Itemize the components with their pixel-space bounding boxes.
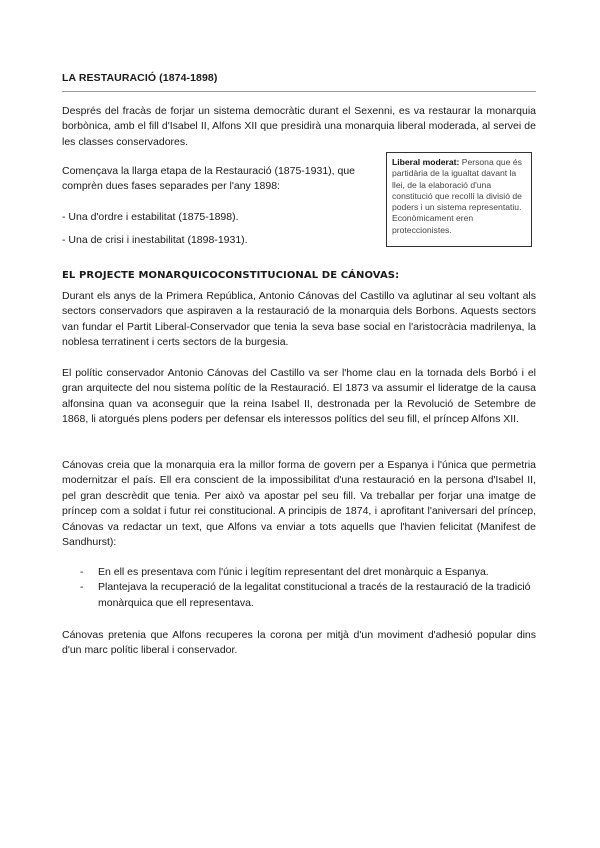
intro-paragraph: Després del fracàs de forjar un sistema democràtic durant el Sexenni, es va restaurar la monarquia borbònica, amb el fill d'Isabel II, Alfons XII que presidirà una monarquia liberal moderada, al servei de les classes conservadores. xyxy=(62,105,536,148)
paragraph-3: Cánovas creia que la monarquia era la millor forma de govern per a Espanya i l'única que permetria modernitzar el país. Ell era conscient de la impossibilitat d'una restauració en la persona d'Isabel II, pel gran descrèdit que tenia. Per això va apostar pel seu fill. Va treballar per forjar una imatge de príncep com a soldat i futur rei constitucional. A principis de 1874, i aprofitant l'aniversari del príncep, Cánovas va redactar un text, que Alfons va enviar a tots aquells que l'havien felicitat (Manifest de Sandhurst): xyxy=(62,459,536,549)
closing-paragraph: Cánovas pretenia que Alfons recuperes la corona per mitjà d'un moviment d'adhesió popular dins d'un marc polític liberal i conservador. xyxy=(62,629,536,657)
title-divider xyxy=(62,91,536,92)
phase-1-item: - Una d'ordre i estabilitat (1875-1898). xyxy=(62,211,239,223)
definition-term: Liberal moderat: xyxy=(392,157,460,167)
bullet-text: En ell es presentava com l'únic i legítim representant del dret monàrquic a Espanya. xyxy=(98,566,489,578)
section-heading: EL PROJECTE MONARQUICOCONSTITUCIONAL DE CÁNOVAS: xyxy=(62,270,400,281)
bullet-marker: - xyxy=(80,566,84,578)
list-item xyxy=(62,580,536,611)
paragraph-2: El polític conservador Antonio Cánovas del Castillo va ser l'home clau en la tornada dels Borbó i el gran arquitecte del nou sistema polític de la Restauració. El 1873 va assumir el lideratge de la causa alfonsina quan va aconseguir que la reina Isabel II, destronada per la Revolució de Setembre de 1868, li atorgués plens poders per defensar els interessos polítics del seu fill, el príncep Alfons XII. xyxy=(62,367,536,426)
list-item xyxy=(62,565,536,580)
definition-text: Persona que és partidària de la igualtat davant la llei, de la elaboració d'una constitució que recollí la divisió de poders i un sistema representatiu. Econòmicament eren proteccionistes. xyxy=(392,157,522,235)
bullet-marker: - xyxy=(80,581,84,594)
phases-intro-paragraph: Començava la llarga etapa de la Restauració (1875-1931), que comprèn dues fases separades per l'any 1898: xyxy=(62,165,356,193)
definition-box xyxy=(386,152,532,247)
paragraph-1: Durant els anys de la Primera República, Antonio Cánovas del Castillo va aglutinar al seu voltant als sectors conservadors que aspiraven a la restauració de la monarquia dels Borbons. Aquests sectors van fundar el Partit Liberal-Conservador que tenia la seva base social en l'aristocràcia madrilenya, la noblesa terratinent i certs sectors de la burgesia. xyxy=(62,290,536,349)
bullet-text: Plantejava la recuperació de la legalitat constitucional a tracés de la restauració de la tradició monàrquica que ell representava. xyxy=(98,581,531,609)
manifesto-bullet-list xyxy=(62,565,536,611)
document-title: LA RESTAURACIÓ (1874-1898) xyxy=(62,72,218,84)
phase-2-item: - Una de crisi i inestabilitat (1898-1931). xyxy=(62,234,248,246)
